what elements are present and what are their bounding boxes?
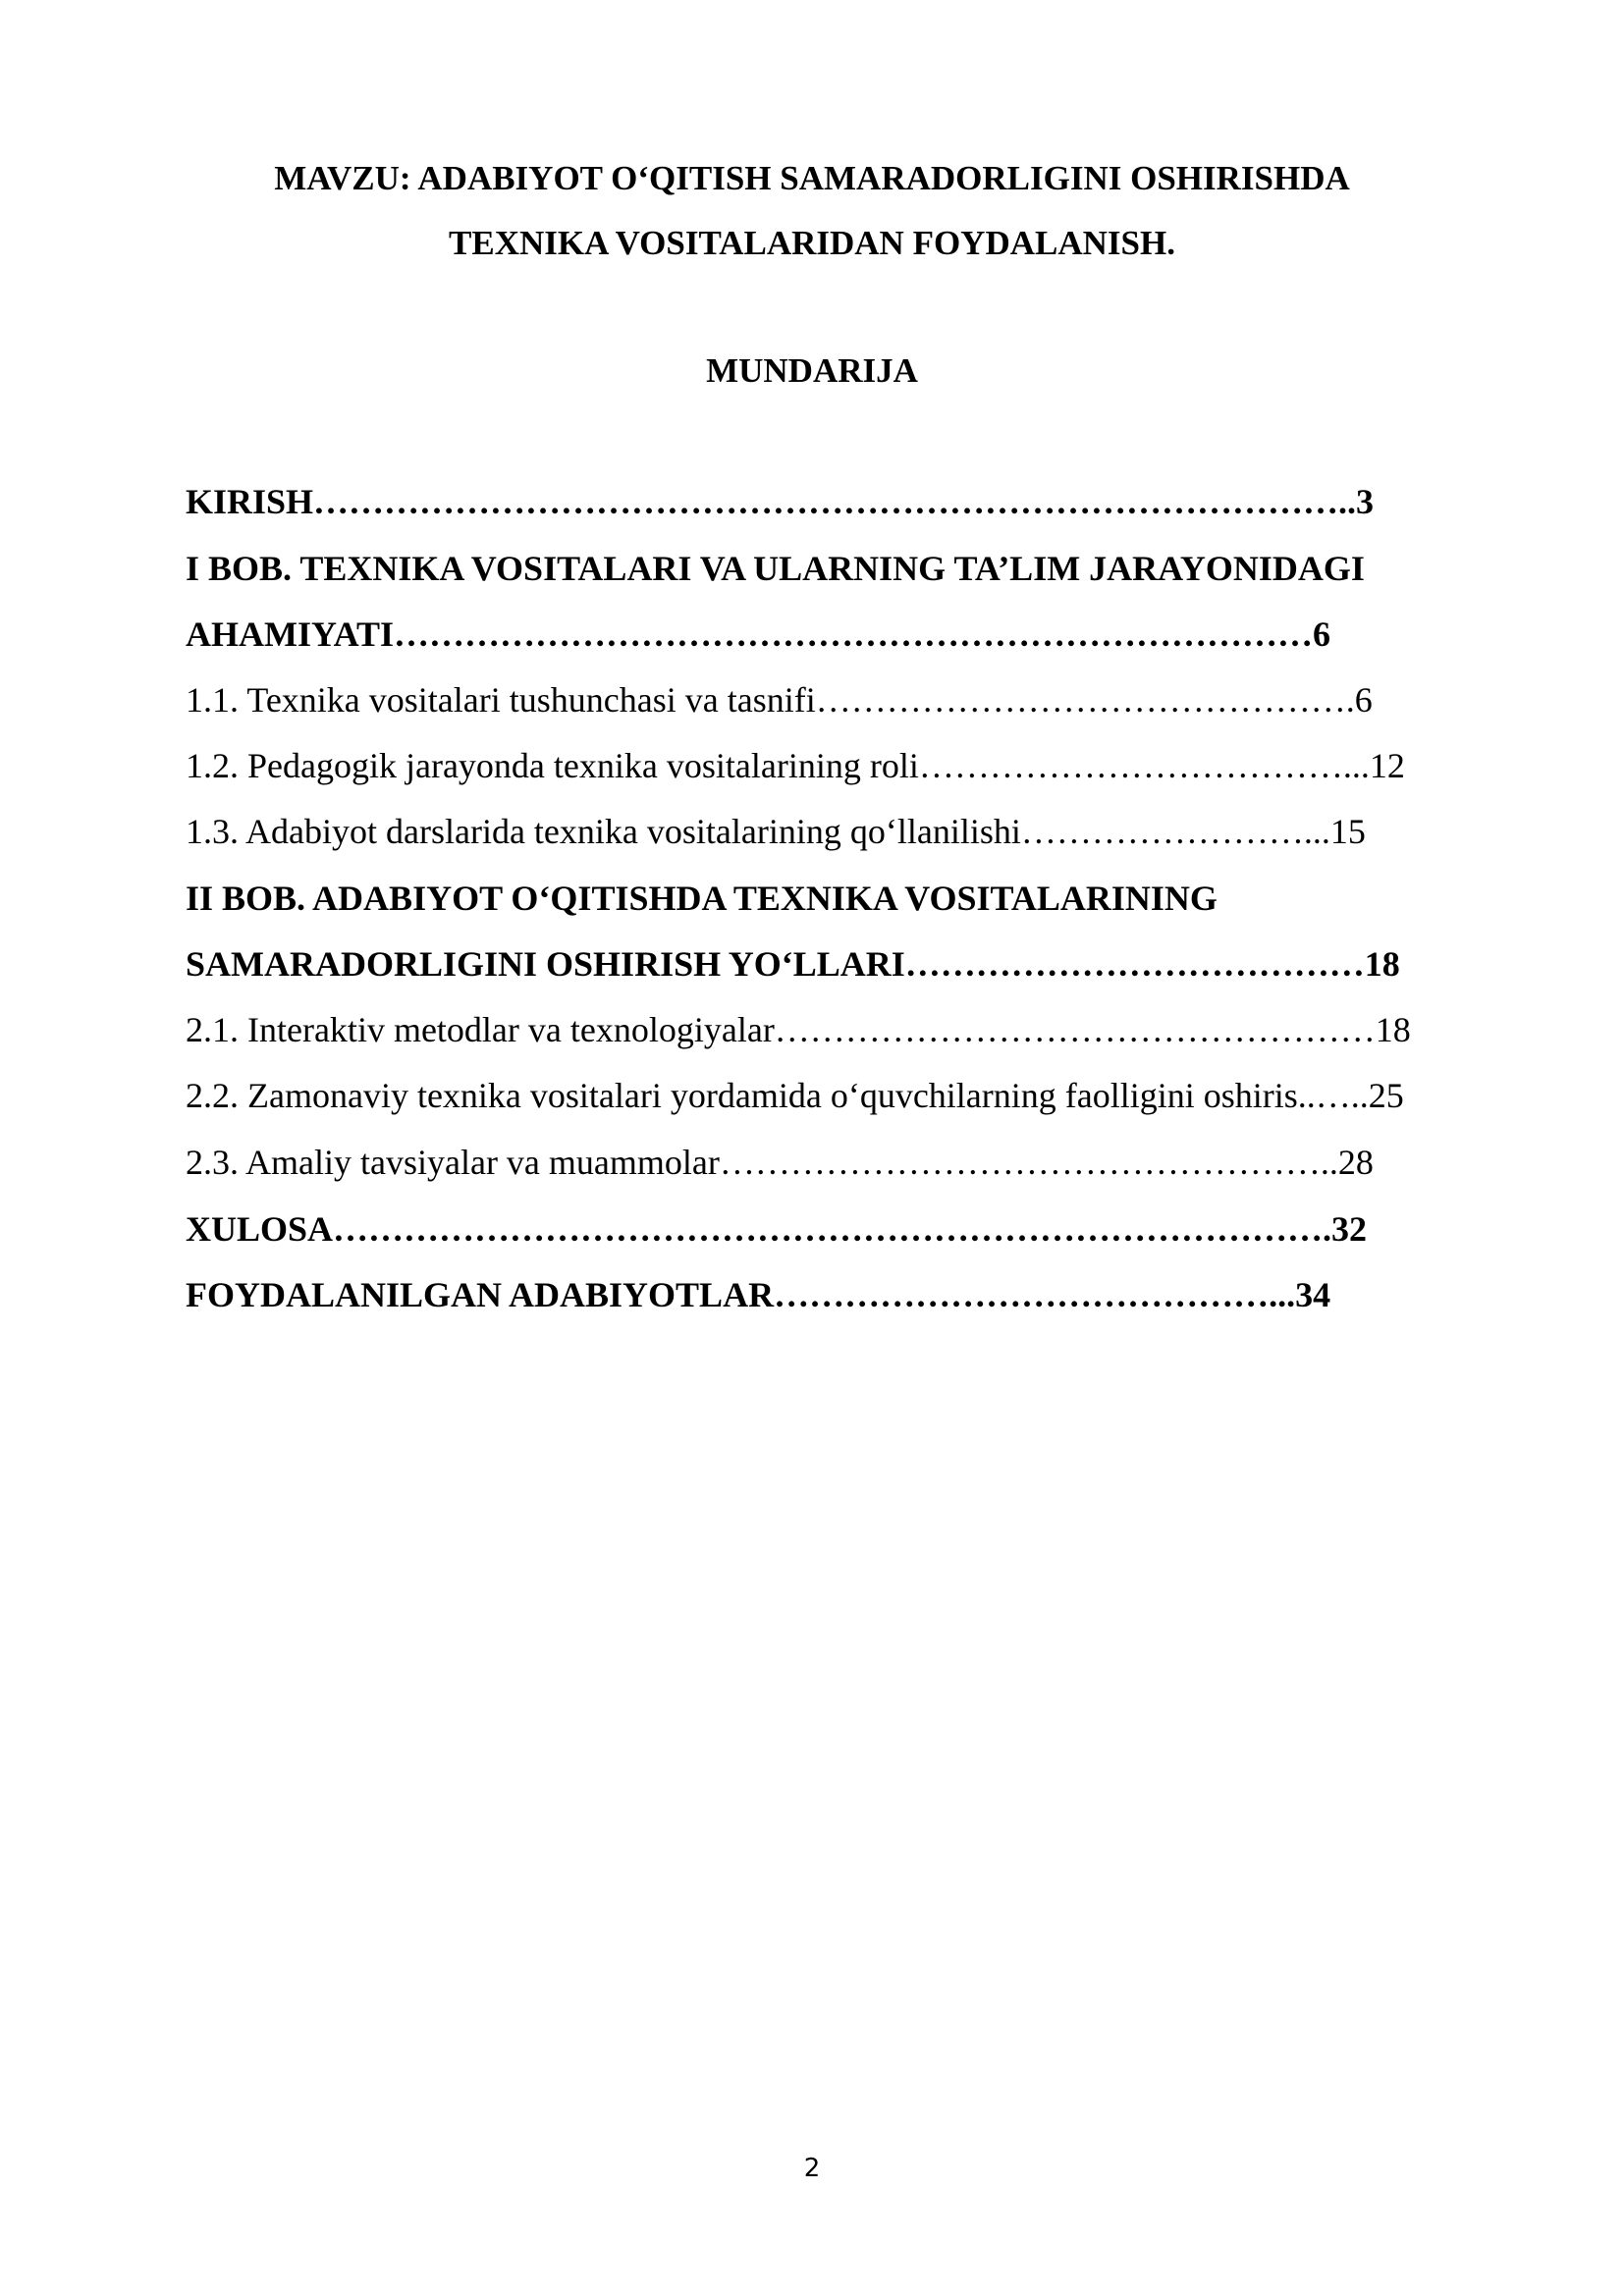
topic-title-line-2: TEXNIKA VOSITALARIDAN FOYDALANISH. bbox=[449, 224, 1175, 262]
toc-entry-section-1-3: 1.3. Adabiyot darslarida texnika vositalarining qo‘llanilishi……………………...15 bbox=[186, 812, 1366, 851]
toc-entry-section-2-3: 2.3. Amaliy tavsiyalar va muammolar……………………………………………..28 bbox=[186, 1143, 1374, 1182]
toc-entry-chapter-2-line-1: II BOB. ADABIYOT O‘QITISHDA TEXNIKA VOSITALARINING bbox=[186, 879, 1218, 918]
toc-entry-section-2-2: 2.2. Zamonaviy texnika vositalari yordamida o‘quvchilarning faolligini oshiris..…..25 bbox=[186, 1076, 1404, 1115]
toc-entry-references: FOYDALANILGAN ADABIYOTLAR……………………………………...34 bbox=[186, 1275, 1331, 1314]
toc-entry-chapter-2-line-2: SAMARADORLIGINI OSHIRISH YO‘LLARI…………………………………18 bbox=[186, 944, 1400, 984]
toc-entry-introduction: KIRISH……………………………………………………………………………..3 bbox=[186, 482, 1375, 521]
toc-entry-conclusion: XULOSA………………………………………………………………………….32 bbox=[186, 1209, 1368, 1249]
page-number: 2 bbox=[803, 2154, 821, 2183]
toc-entry-section-1-1: 1.1. Texnika vositalari tushunchasi va tasnifi……………………………………….6 bbox=[186, 680, 1373, 720]
toc-entry-chapter-1-line-2: AHAMIYATI……………………………………………………………………6 bbox=[186, 614, 1331, 654]
toc-entry-section-2-1: 2.1. Interaktiv metodlar va texnologiyalar……………………………………………18 bbox=[186, 1010, 1411, 1049]
toc-entry-chapter-1-line-1: I BOB. TEXNIKA VOSITALARI VA ULARNING TA’LIM JARAYONIDAGI bbox=[186, 549, 1365, 588]
toc-entry-section-1-2: 1.2. Pedagogik jarayonda texnika vositalarining roli………………………………...12 bbox=[186, 746, 1405, 785]
topic-title-line-1: MAVZU: ADABIYOT O‘QITISH SAMARADORLIGINI OSHIRISHDA bbox=[274, 159, 1350, 197]
toc-heading: MUNDARIJA bbox=[706, 351, 918, 390]
